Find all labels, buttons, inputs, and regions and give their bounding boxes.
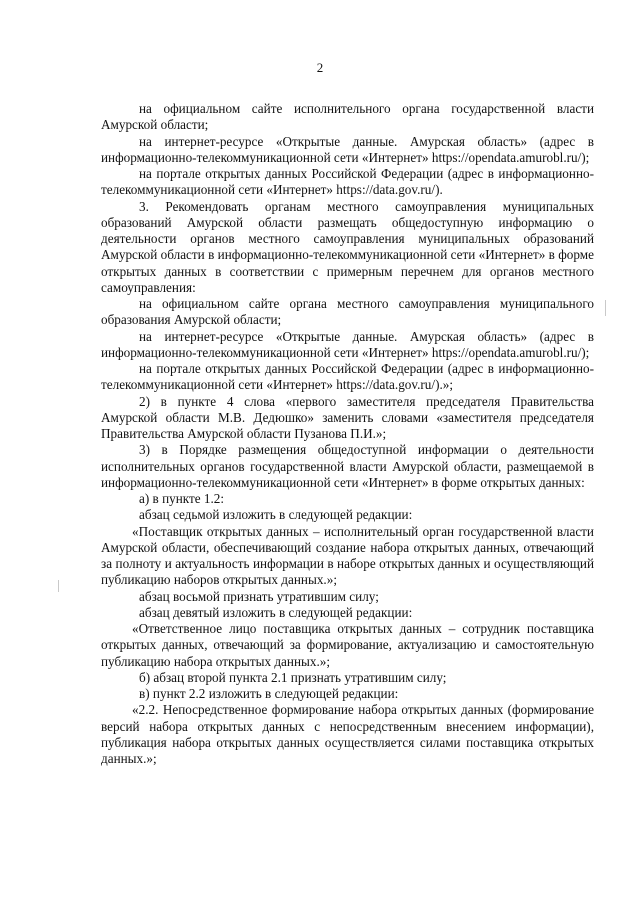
paragraph: на интернет-ресурсе «Открытые данные. Амурская область» (адрес в информационно-телекоммуникационной сети «Интернет» https://opendata.amurobl.ru/); — [101, 133, 594, 165]
paragraph: б) абзац второй пункта 2.1 признать утратившим силу; — [139, 669, 447, 685]
paragraph: абзац восьмой признать утратившим силу; — [139, 588, 379, 604]
paragraph: на портале открытых данных Российской Федерации (адрес в информационно-телекоммуникационной сети «Интернет» https://data.gov.ru/).»; — [101, 361, 594, 393]
paragraph: 2) в пункте 4 слова «первого заместителя председателя Правительства Амурской области М.В. Дедюшко» заменить словами «заместителя председателя Правительства Амурской области Пузанова П.И.»; — [101, 393, 594, 441]
paragraph: на официальном сайте органа местного самоуправления муниципального образования Амурской области; — [101, 296, 594, 328]
paragraph: абзац девятый изложить в следующей редакции: — [139, 604, 413, 620]
scan-mark — [58, 580, 59, 592]
document-body — [101, 101, 594, 767]
paragraph: 3) в Порядке размещения общедоступной информации о деятельности исполнительных органов государственной власти Амурской области, размещаемой в информационно-телекоммуникационной сети «Интернет» в форме открытых данных: — [101, 442, 594, 490]
paragraph: на официальном сайте исполнительного органа государственной власти Амурской области; — [101, 101, 594, 133]
paragraph: абзац седьмой изложить в следующей редакции: — [139, 507, 413, 523]
paragraph: «2.2. Непосредственное формирование набора открытых данных (формирование версий набора открытых данных с непосредственным внесением информации), публикация набора открытых данных осуществляется силами поставщика открытых данных.»; — [101, 702, 594, 766]
paragraph: на интернет-ресурсе «Открытые данные. Амурская область» (адрес в информационно-телекоммуникационной сети «Интернет» https://opendata.amurobl.ru/); — [101, 328, 594, 360]
paragraph: на портале открытых данных Российской Федерации (адрес в информационно-телекоммуникационной сети «Интернет» https://data.gov.ru/). — [101, 166, 594, 198]
paragraph: «Поставщик открытых данных – исполнительный орган государственной власти Амурской области, обеспечивающий создание набора открытых данных, отвечающий за полноту и актуальность информации в наборе открытых данных и осуществляющий публикацию наборов открытых данных.»; — [101, 523, 594, 588]
paragraph: «Ответственное лицо поставщика открытых данных – сотрудник поставщика открытых данных, отвечающий за формирование, актуализацию и самостоятельную публикацию набора открытых данных.»; — [101, 621, 594, 669]
scan-mark — [605, 300, 606, 316]
paragraph: в) пункт 2.2 изложить в следующей редакции: — [139, 686, 399, 701]
paragraph: 3. Рекомендовать органам местного самоуправления муниципальных образований Амурской области размещать общедоступную информацию о деятельности органов местного самоуправления муниципальных образований Амурской области в информационно-телекоммуникационной сети «Интернет» в форме открытых данных в соответствии с примерным перечнем для органов местного самоуправления: — [101, 198, 594, 295]
paragraph: а) в пункте 1.2: — [139, 491, 225, 506]
page-number: 2 — [316, 60, 324, 75]
